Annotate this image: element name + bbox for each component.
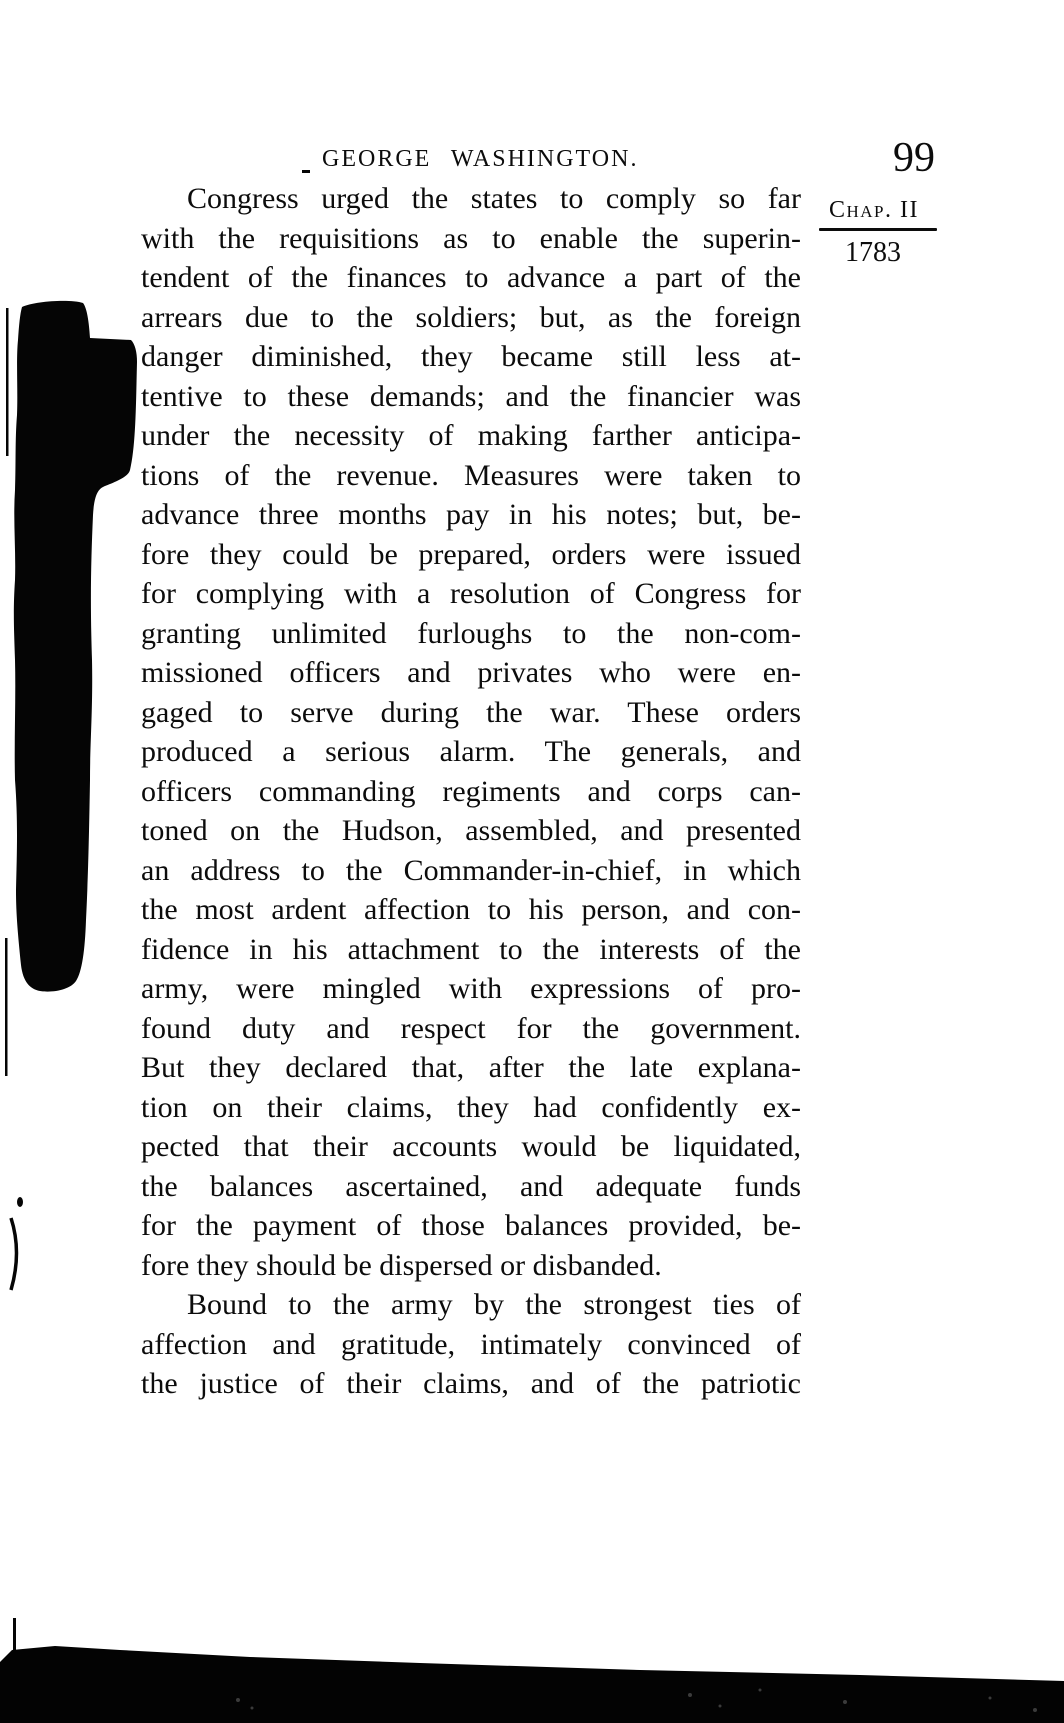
text-line: with the requisitions as to enable the superin- — [141, 221, 801, 255]
body-text — [141, 179, 801, 1404]
text-line: Bound to the army by the strongest ties of — [187, 1288, 801, 1321]
text-line: tion on their claims, they had confidently ex- — [141, 1090, 801, 1124]
text-line: officers commanding regiments and corps can- — [141, 774, 801, 808]
text-line: But they declared that, after the late explana- — [141, 1051, 801, 1084]
text-line: missioned officers and privates who were en- — [141, 656, 801, 689]
text-line: toned on the Hudson, assembled, and presented — [141, 814, 801, 847]
text-line: the justice of their claims, and of the patriotic — [141, 1367, 801, 1400]
text-line: advance three months pay in his notes; but, be- — [141, 498, 801, 531]
text-line: tions of the revenue. Measures were taken to — [141, 458, 801, 492]
speck-artifact — [17, 1197, 23, 1207]
text-line: pected that their accounts would be liquidated, — [141, 1130, 801, 1163]
band-speckles — [236, 1689, 1064, 1713]
margin-year-label: 1783 — [845, 237, 901, 268]
text-line: under the necessity of making farther anticipa- — [141, 419, 801, 452]
text-line: for complying with a resolution of Congress for — [141, 577, 801, 610]
text-line: army, were mingled with expressions of pro- — [141, 972, 801, 1005]
text-line: fore they could be prepared, orders were issued — [141, 537, 801, 571]
page-number: 99 — [893, 135, 935, 181]
text-line: Congress urged the states to comply so far — [187, 182, 801, 215]
text-line: affection and gratitude, intimately convinced of — [141, 1327, 801, 1361]
text-line: tendent of the finances to advance a part of the — [141, 261, 801, 294]
text-line: for the payment of those balances provided, be- — [141, 1209, 801, 1242]
text-line: produced a serious alarm. The generals, and — [141, 735, 801, 768]
curve-mark-artifact — [11, 1218, 17, 1290]
text-line: the balances ascertained, and adequate funds — [141, 1169, 801, 1203]
text-line: found duty and respect for the government. — [141, 1011, 801, 1045]
text-line: granting unlimited furloughs to the non-com- — [141, 616, 801, 650]
running-header: GEORGE WASHINGTON. — [322, 146, 639, 172]
text-line: tentive to these demands; and the financier was — [141, 379, 801, 413]
text-line: danger diminished, they became still less at- — [141, 340, 801, 373]
text-line: fore they should be dispersed or disbanded. — [141, 1248, 662, 1282]
gutter-line-artifact — [5, 938, 8, 1076]
text-line: fidence in his attachment to the interests of the — [141, 932, 801, 966]
text-line: the most ardent affection to his person, and con- — [141, 893, 801, 926]
ink-blot-artifact — [14, 301, 137, 992]
text-line: gaged to serve during the war. These orders — [141, 695, 801, 729]
speck-artifact — [302, 170, 310, 173]
bottom-scan-band — [0, 1646, 1064, 1723]
gutter-line-artifact — [6, 308, 9, 456]
text-line: an address to the Commander-in-chief, in which — [141, 853, 801, 887]
text-line: arrears due to the soldiers; but, as the foreign — [141, 300, 801, 334]
tick-artifact — [13, 1618, 16, 1658]
margin-chapter-label: Chap. II — [829, 197, 920, 223]
margin-rule — [819, 228, 937, 231]
